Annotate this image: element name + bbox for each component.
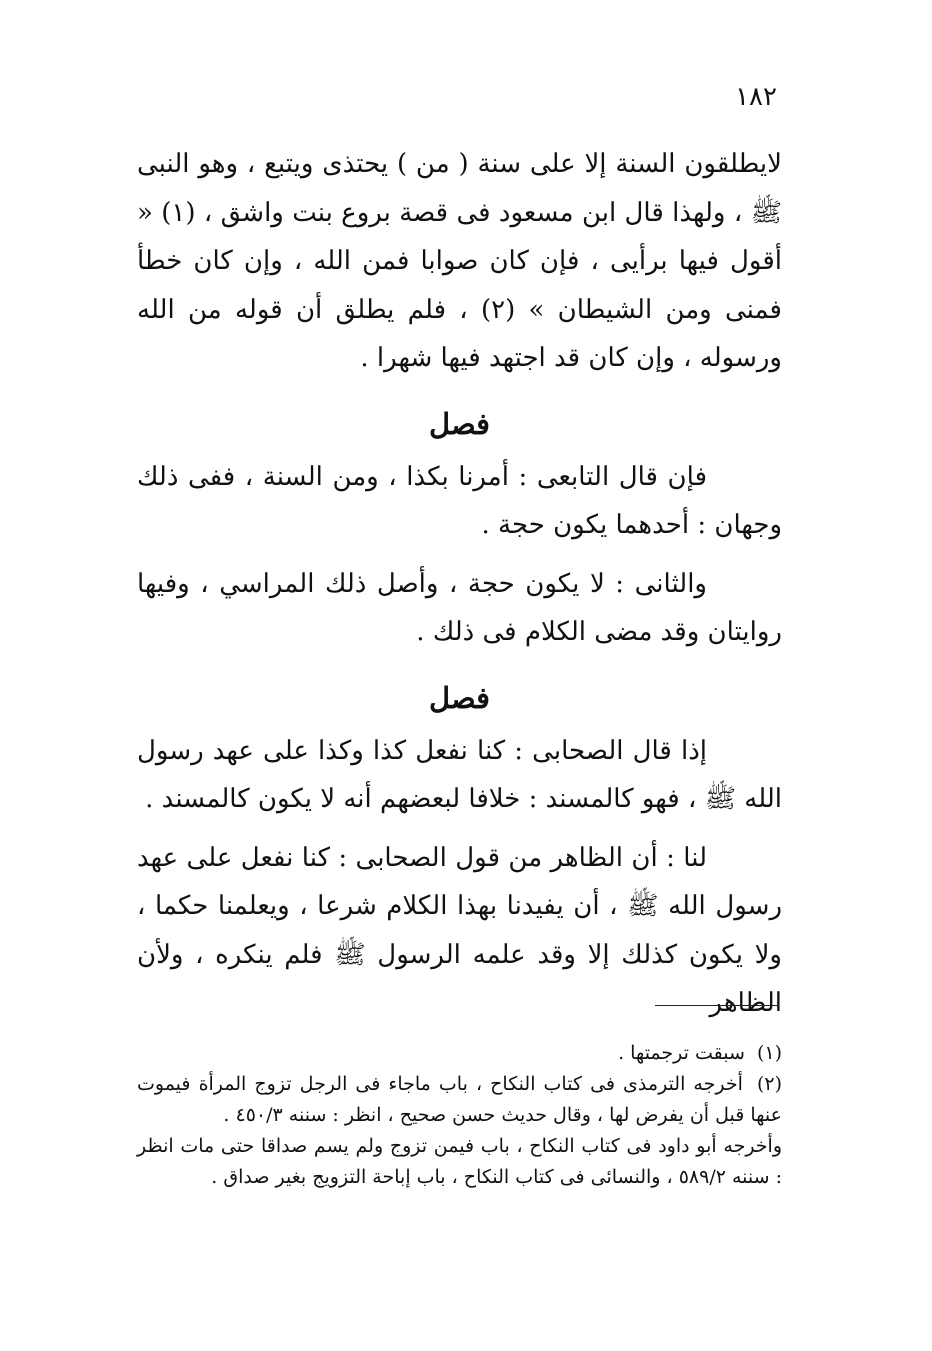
page-number: ١٨٢	[735, 82, 777, 112]
section1-paragraph-1: فإن قال التابعى : أمرنا بكذا ، ومن السنة ، ففى ذلك وجهان : أحدهما يكون حجة .	[137, 461, 782, 540]
section1-paragraph-2: والثانى : لا يكون حجة ، وأصل ذلك المراسي ، وفيها روايتان وقد مضى الكلام فى ذلك .	[137, 568, 782, 647]
main-text	[137, 140, 782, 1028]
footnote-1-number: (١)	[756, 1042, 782, 1064]
footnotes	[137, 1038, 782, 1193]
footnote-1-text: سبقت ترجمتها .	[618, 1042, 745, 1064]
intro-paragraph: لايطلقون السنة إلا على سنة ( من ) يحتذى ويتبع ، وهو النبى ﷺ ، ولهذا قال ابن مسعود فى قصة بروع بنت واشق ، (١) « أقول فيها برأيى ، فإن كان صوابا فمن الله ، وإن كان خطأ فمنى ومن الشيطان » (٢) ، فلم يطلق أن قوله من الله ورسوله ، وإن كان قد اجتهد فيها شهرا .	[137, 149, 782, 373]
footnote-2-number: (٢)	[756, 1073, 783, 1095]
footnote-divider	[655, 1005, 779, 1006]
section2-paragraph-1: إذا قال الصحابى : كنا نفعل كذا وكذا على عهد رسول الله ﷺ ، فهو كالمسند : خلافا لبعضهم أنه لا يكون كالمسند .	[137, 735, 782, 814]
footnote-2-text: أخرجه الترمذى فى كتاب النكاح ، باب ماجاء فى الرجل تزوج المرأة فيموت عنها قبل أن يفرض لها ، وقال حديث حسن صحيح ، انظر : سننه ٤٥٠/٣ .	[137, 1073, 782, 1126]
section-heading-2: فصل	[429, 680, 490, 715]
section2-paragraph-2: لنا : أن الظاهر من قول الصحابى : كنا نفعل على عهد رسول الله ﷺ ، أن يفيدنا بهذا الكلام شرعا ، ويعلمنا حكما ، ولا يكون كذلك إلا وقد علمه الرسول ﷺ فلم ينكره ، ولأن الظاهر	[137, 842, 782, 1018]
section-heading-1: فصل	[429, 406, 490, 441]
footnote-2-continuation: وأخرجه أبو داود فى كتاب النكاح ، باب فيمن تزوج ولم يسم صداقا حتى مات انظر : سننه ٥٨٩/٢ ، والنسائى فى كتاب النكاح ، باب إباحة التزويج بغير صداق .	[137, 1135, 782, 1188]
footnote-2	[137, 1069, 782, 1131]
footnote-1	[137, 1038, 782, 1069]
